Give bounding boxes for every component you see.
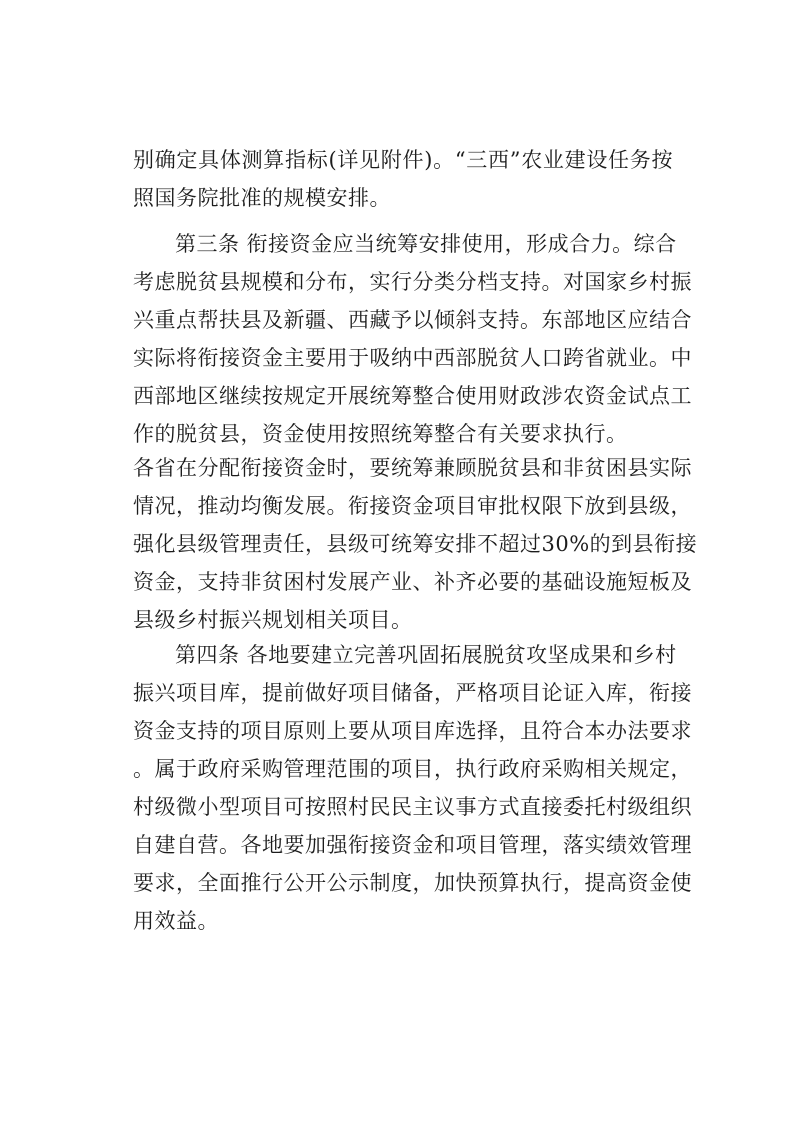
text-line: 县级乡村振兴规划相关项目。 [133, 608, 413, 632]
text-line: 兴重点帮扶县及新疆、西藏予以倾斜支持。东部地区应结合 [133, 308, 692, 332]
text-line: 资金，支持非贫困村发展产业、补齐必要的基础设施短板及 [133, 570, 692, 594]
text-line: 考虑脱贫县规模和分布，实行分类分档支持。对国家乡村振 [133, 270, 692, 294]
text-line: 资金支持的项目原则上要从项目库选择，且符合本办法要求 [133, 719, 692, 743]
text-line: 第三条 衔接资金应当统筹安排使用，形成合力。综合 [175, 232, 677, 256]
text-line: 实际将衔接资金主要用于吸纳中西部脱贫人口跨省就业。中 [133, 346, 692, 370]
text-line: 要求，全面推行公开公示制度，加快预算执行，提高资金使 [133, 871, 692, 895]
text-line: 别确定具体测算指标(详见附件)。“三西”农业建设任务按 [133, 148, 673, 172]
text-line: 村级微小型项目可按照村民民主议事方式直接委托村级组织 [133, 795, 692, 819]
paragraph-continuation [133, 141, 673, 217]
text-line: 用效益。 [133, 909, 219, 933]
text-line: 振兴项目库，提前做好项目储备，严格项目论证入库，衔接 [133, 681, 692, 705]
paragraph-provincial-allocation [133, 449, 698, 639]
text-line: 作的脱贫县，资金使用按照统筹整合有关要求执行。 [133, 422, 628, 446]
text-line: 各省在分配衔接资金时，要统筹兼顾脱贫县和非贫困县实际 [133, 456, 692, 480]
paragraph-article-4 [133, 636, 692, 940]
text-line: 西部地区继续按规定开展统筹整合使用财政涉农资金试点工 [133, 384, 692, 408]
text-line: 照国务院批准的规模安排。 [133, 186, 391, 210]
text-line: 。属于政府采购管理范围的项目，执行政府采购相关规定， [133, 757, 692, 781]
text-line: 强化县级管理责任，县级可统筹安排不超过30%的到县衔接 [133, 532, 698, 556]
text-line: 自建自营。各地要加强衔接资金和项目管理，落实绩效管理 [133, 833, 692, 857]
paragraph-article-3 [133, 225, 692, 453]
text-line: 第四条 各地要建立完善巩固拓展脱贫攻坚成果和乡村 [175, 643, 677, 667]
text-line: 情况，推动均衡发展。衔接资金项目审批权限下放到县级， [133, 494, 692, 518]
